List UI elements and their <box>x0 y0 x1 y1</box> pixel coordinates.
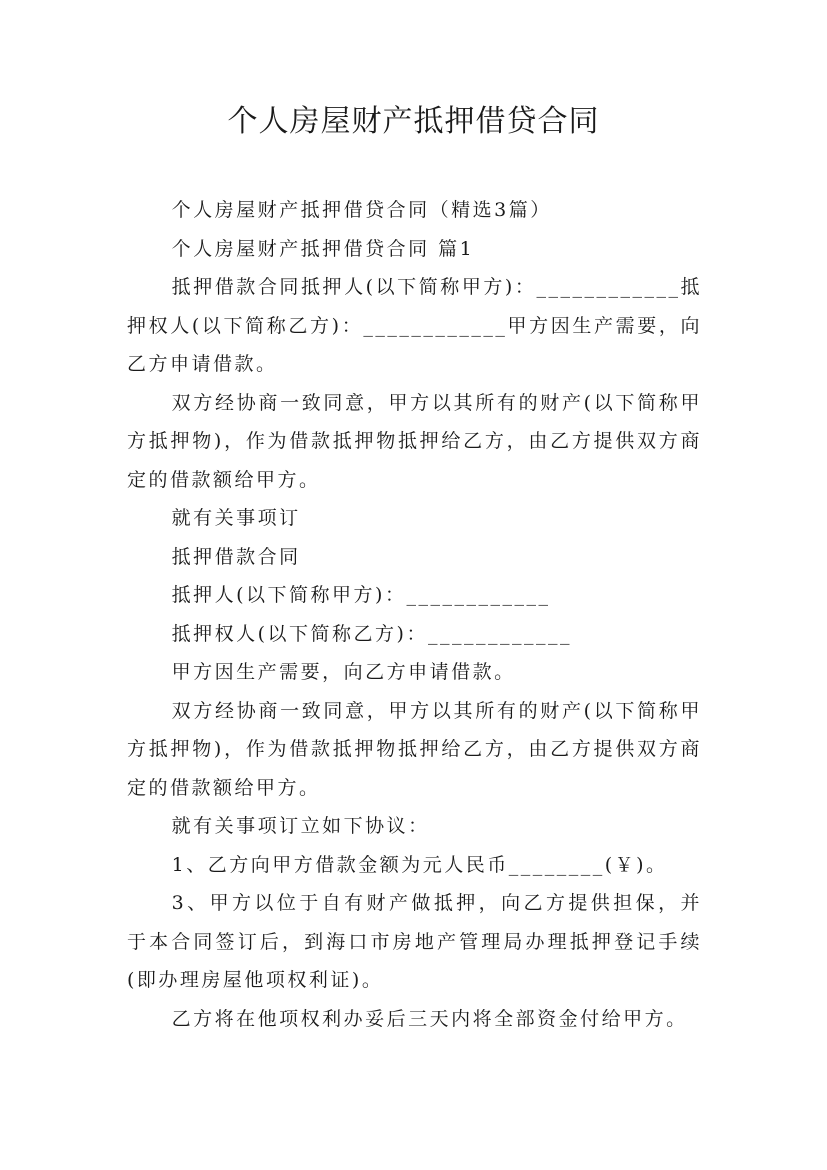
paragraph-agreement-repeat: 双方经协商一致同意，甲方以其所有的财产(以下简称甲方抵押物)，作为借款抵押物抵押给乙方，由乙方提供双方商定的借款额给甲方。 <box>127 699 702 799</box>
paragraph-agreement-intro: 就有关事项订立如下协议： <box>171 815 430 837</box>
paragraph-matters: 就有关事项订 <box>171 507 301 529</box>
paragraph-clause-3: 3、甲方以位于自有财产做抵押，向乙方提供担保，并于本合同签订后，到海口市房地产管理局办理抵押登记手续(即办理房屋他项权利证)。 <box>127 892 702 991</box>
paragraph-contract-heading: 抵押借款合同 <box>171 545 301 568</box>
paragraph-mortgagor: 抵押人(以下简称甲方)：____________ <box>171 584 551 606</box>
paragraph-agreement: 双方经协商一致同意，甲方以其所有的财产(以下简称甲方抵押物)，作为借款抵押物抵押给乙方，由乙方提供双方商定的借款额给甲方。 <box>127 391 702 491</box>
paragraph-payment: 乙方将在他项权利办妥后三天内将全部资金付给甲方。 <box>171 1007 688 1030</box>
paragraph-loan-request: 甲方因生产需要，向乙方申请借款。 <box>171 661 516 683</box>
paragraph-clause-1: 1、乙方向甲方借款金额为元人民币________(￥)。 <box>171 853 668 876</box>
paragraph-mortgagee: 抵押权人(以下简称乙方)：____________ <box>171 622 572 645</box>
paragraph-section-heading: 个人房屋财产抵押借贷合同 篇1 <box>171 237 475 260</box>
paragraph-parties: 抵押借款合同抵押人(以下简称甲方)：____________抵押权人(以下简称乙方)：____________甲方因生产需要，向乙方申请借款。 <box>127 276 702 375</box>
document-title: 个人房屋财产抵押借贷合同 <box>227 104 600 139</box>
document-body <box>127 191 702 1038</box>
paragraph-subtitle: 个人房屋财产抵押借贷合同（精选3篇） <box>171 199 552 221</box>
